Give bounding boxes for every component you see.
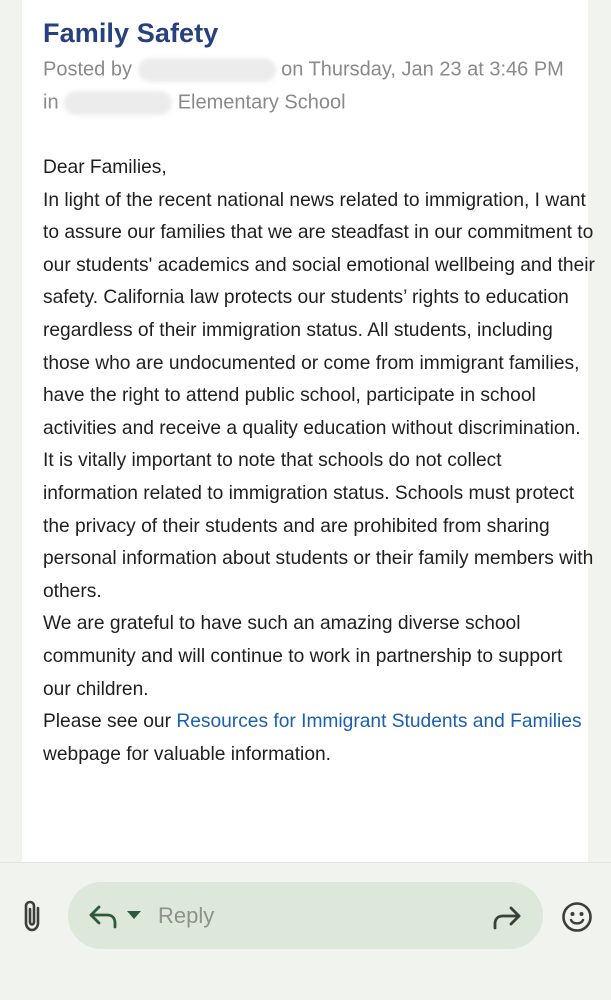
posted-by-label: Posted by (43, 58, 132, 81)
reply-arrow-icon[interactable] (88, 902, 118, 930)
paperclip-icon[interactable] (18, 899, 48, 933)
in-label: in (43, 91, 59, 114)
paragraph-4 (43, 706, 595, 771)
paragraph-3: We are grateful to have such an amazing diverse school community and will continue to work in partnership to support our children. (43, 613, 563, 700)
school-name-suffix: Elementary School (177, 91, 346, 114)
forward-arrow-icon[interactable] (492, 904, 522, 930)
paragraph-2: It is vitally important to note that schools do not collect information related to immigration status. Schools must protect the privacy of their students and are prohibited from sharing personal information about students or their family members with others. (43, 450, 594, 602)
reply-toolbar (0, 862, 611, 1000)
reply-input[interactable] (158, 896, 458, 936)
paragraph-4-prefix: Please see our (43, 711, 177, 733)
redacted-author (138, 58, 276, 82)
reply-box[interactable] (68, 882, 543, 949)
redacted-school-name (64, 91, 172, 115)
post-title: Family Safety (43, 18, 219, 48)
caret-down-icon[interactable] (126, 908, 142, 922)
smiley-icon[interactable] (561, 901, 593, 933)
paragraph-4-suffix: webpage for valuable information. (43, 743, 331, 765)
posted-date: on Thursday, Jan 23 at 3:46 PM (281, 58, 564, 81)
resources-link[interactable]: Resources for Immigrant Students and Families (176, 711, 582, 733)
message-body (43, 152, 595, 771)
paragraph-1: In light of the recent national news related to immigration, I want to assure our families that we are steadfast in our commitment to our students' academics and social emotional wellbeing and their safety. California law protects our students’ rights to education regardless of their immigration status. All students, including those who are undocumented or come from immigrant families, have the right to attend public school, participate in school activities and receive a quality education without discrimination. (43, 189, 595, 439)
post-byline (43, 58, 564, 82)
greeting: Dear Families, (43, 157, 167, 178)
post-location (43, 91, 346, 115)
